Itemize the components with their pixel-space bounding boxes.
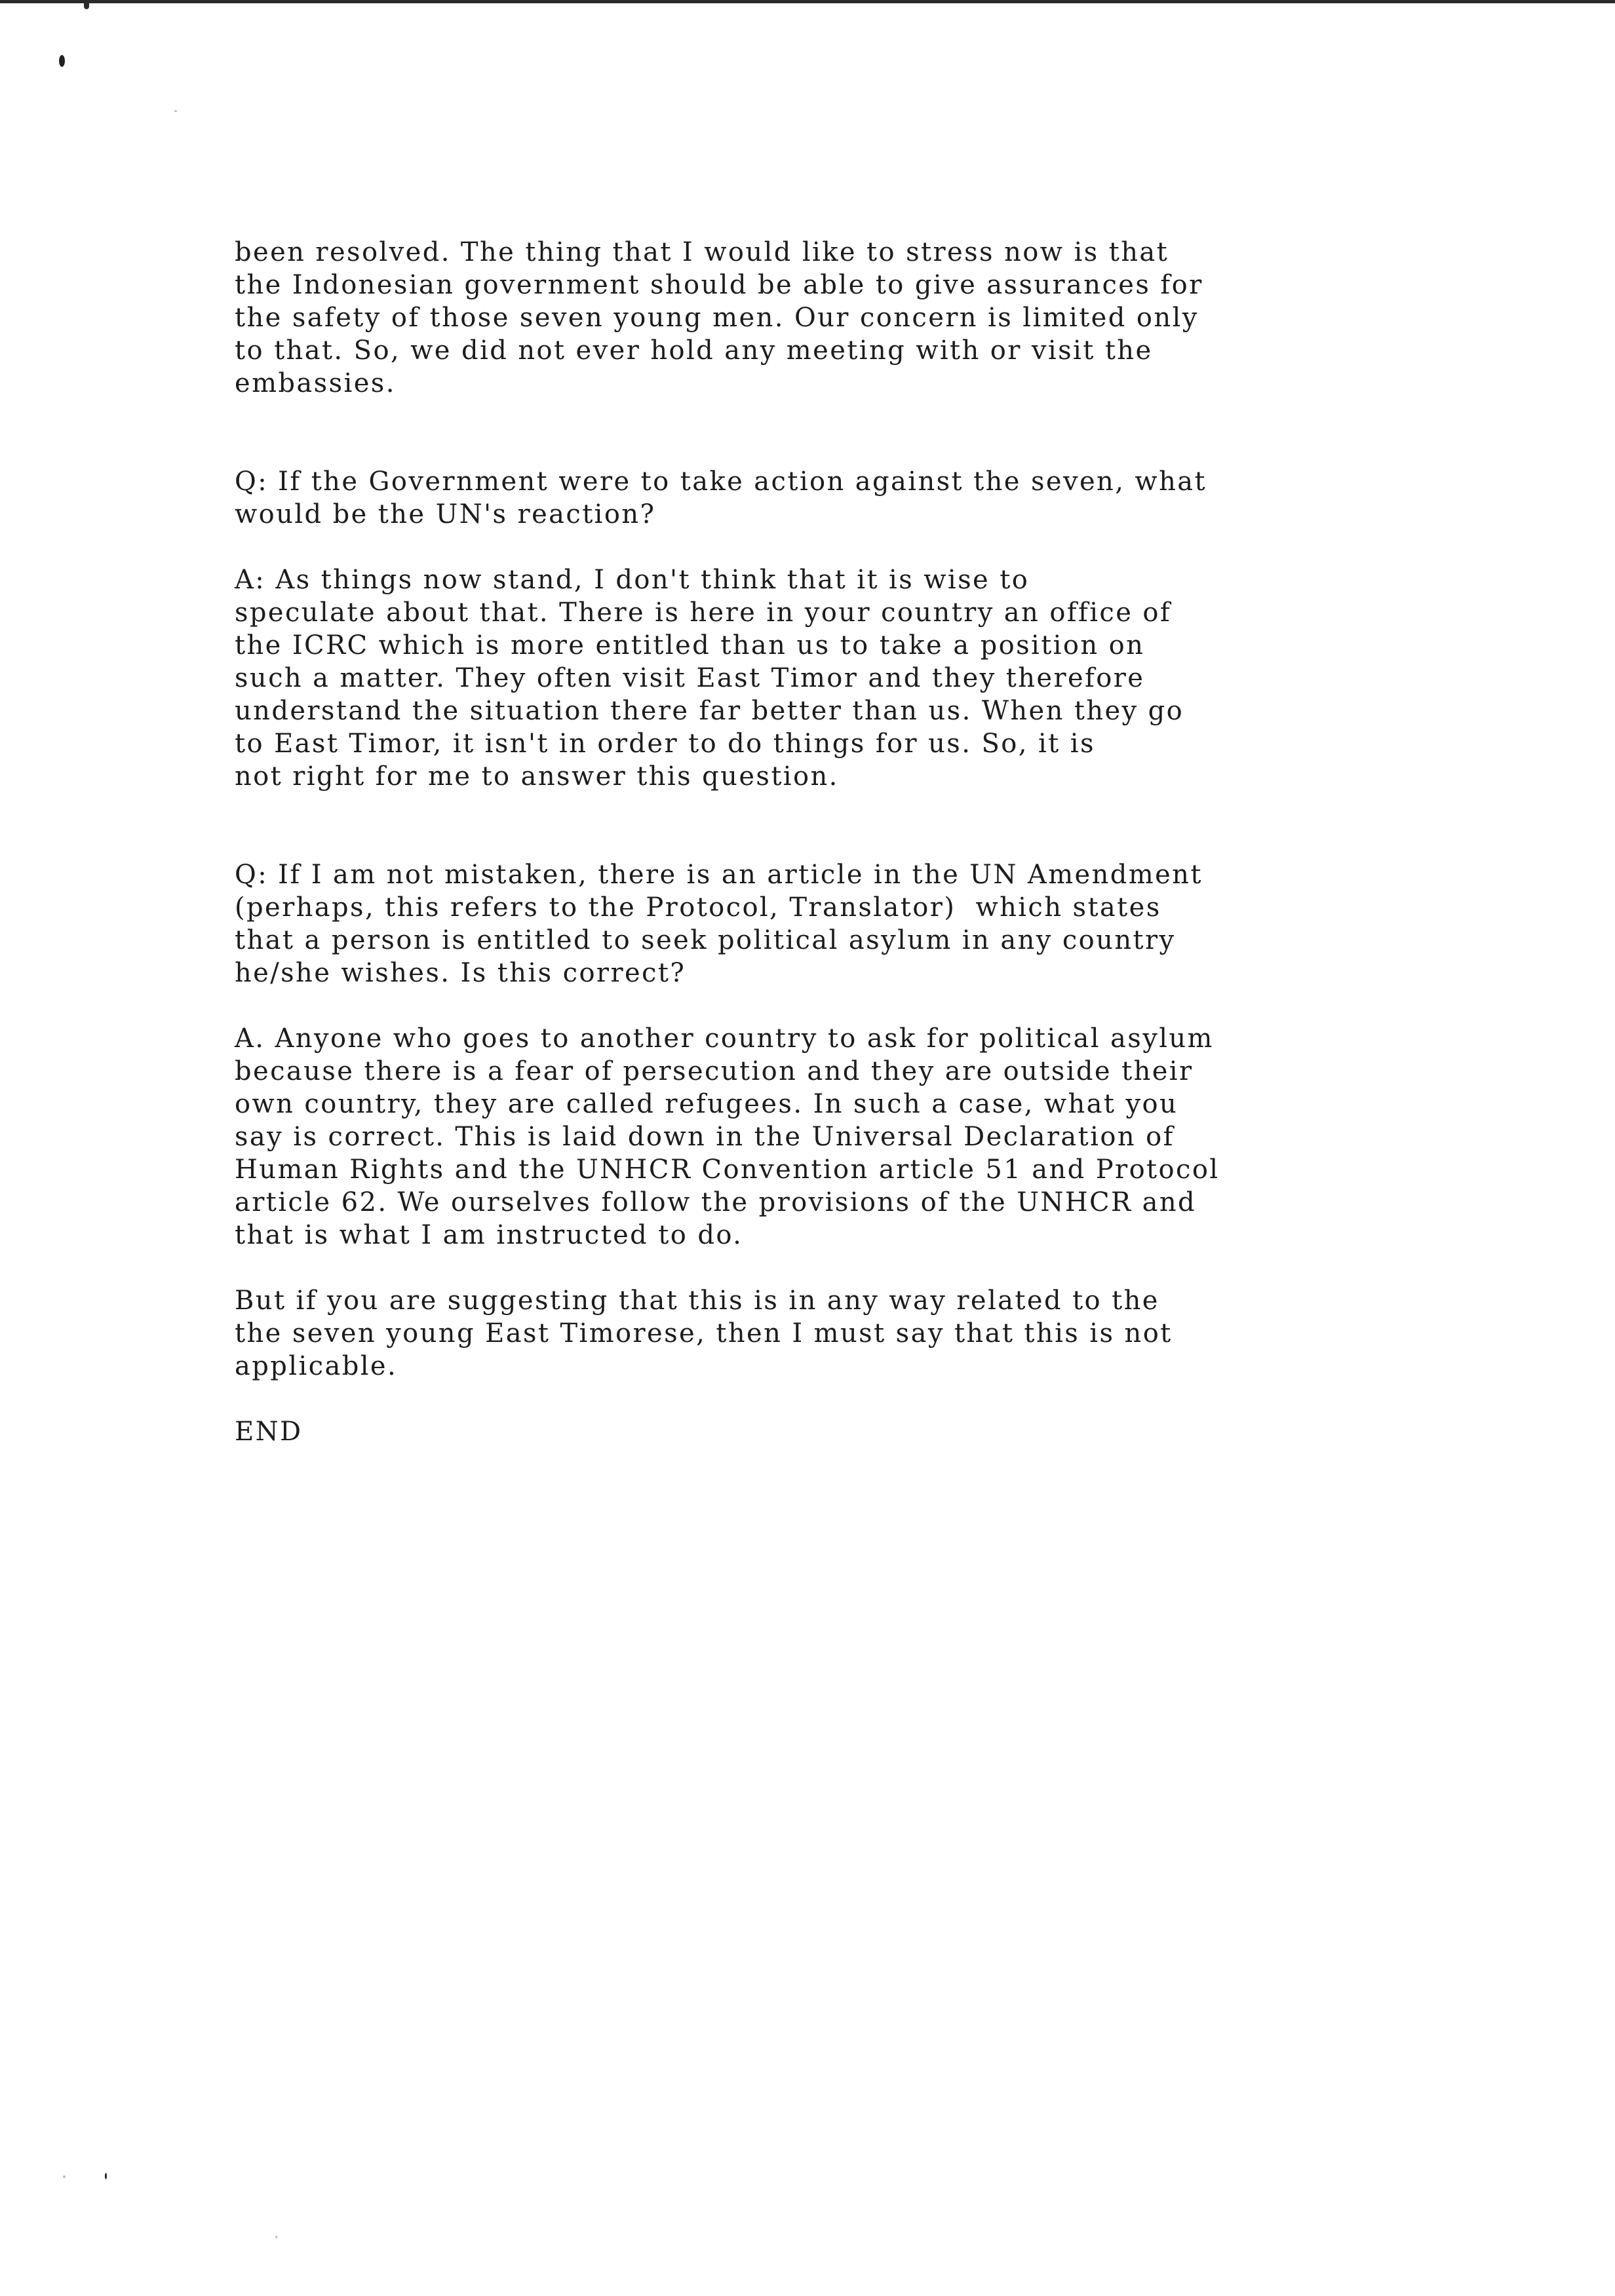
text-line: that a person is entitled to seek political asylum in any country: [235, 925, 1176, 955]
paragraph-question-2: [235, 858, 1546, 989]
top-edge-tick: [84, 0, 89, 9]
paragraph-answer-2: [235, 1022, 1546, 1252]
text-line: Q: If the Government were to take action against the seven, what: [235, 467, 1207, 497]
text-line: (perhaps, this refers to the Protocol, Translator) which states: [235, 892, 1161, 923]
text-line: Human Rights and the UNHCR Convention article 51 and Protocol: [235, 1155, 1220, 1185]
scan-speck: [174, 110, 177, 112]
paragraph-gap: [235, 1383, 1546, 1415]
scan-speck: [59, 55, 65, 67]
text-line: the Indonesian government should be able to give assurances for: [235, 270, 1203, 300]
text-line: speculate about that. There is here in your country an office of: [235, 598, 1172, 628]
text-line: the ICRC which is more entitled than us to take a position on: [235, 630, 1145, 660]
text-line: applicable.: [235, 1351, 398, 1381]
text-line: But if you are suggesting that this is in any way related to the: [235, 1286, 1159, 1316]
scan-speck: [105, 2173, 107, 2179]
text-line: A: As things now stand, I don't think that it is wise to: [235, 565, 1030, 595]
text-line: the safety of those seven young men. Our concern is limited only: [235, 303, 1199, 333]
text-line: A. Anyone who goes to another country to ask for political asylum: [235, 1024, 1214, 1054]
paragraph-answer-1: [235, 564, 1546, 793]
text-line: been resolved. The thing that I would like to stress now is that: [235, 237, 1169, 267]
scan-speck: [275, 2236, 277, 2238]
end-label: END: [235, 1417, 303, 1447]
paragraph-gap: [235, 531, 1546, 564]
paragraph-question-1: [235, 465, 1546, 531]
paragraph-gap: [235, 400, 1546, 465]
text-line: would be the UN's reaction?: [235, 499, 656, 529]
text-line: to that. So, we did not ever hold any meeting with or visit the: [235, 335, 1153, 366]
paragraph-answer-2-continued: [235, 1284, 1546, 1383]
paragraph-gap: [235, 989, 1546, 1022]
paragraph-gap: [235, 793, 1546, 858]
scan-speck: [63, 2175, 66, 2178]
text-line: understand the situation there far better than us. When they go: [235, 696, 1184, 726]
text-line: that is what I am instructed to do.: [235, 1220, 743, 1250]
text-line: because there is a fear of persecution and they are outside their: [235, 1056, 1194, 1086]
paragraph-continuation: [235, 236, 1546, 400]
text-line: own country, they are called refugees. In such a case, what you: [235, 1089, 1178, 1119]
text-line: say is correct. This is laid down in the Universal Declaration of: [235, 1122, 1175, 1152]
end-marker: [235, 1415, 1546, 1448]
text-line: not right for me to answer this question.: [235, 761, 839, 792]
document-body: [235, 236, 1546, 1448]
text-line: the seven young East Timorese, then I must say that this is not: [235, 1318, 1173, 1349]
top-edge-rule: [0, 0, 1615, 3]
paragraph-gap: [235, 1252, 1546, 1284]
text-line: he/she wishes. Is this correct?: [235, 958, 686, 988]
text-line: article 62. We ourselves follow the provisions of the UNHCR and: [235, 1187, 1197, 1217]
text-line: Q: If I am not mistaken, there is an article in the UN Amendment: [235, 860, 1203, 890]
text-line: to East Timor, it isn't in order to do things for us. So, it is: [235, 729, 1095, 759]
text-line: embassies.: [235, 368, 396, 398]
text-line: such a matter. They often visit East Timor and they therefore: [235, 663, 1145, 693]
